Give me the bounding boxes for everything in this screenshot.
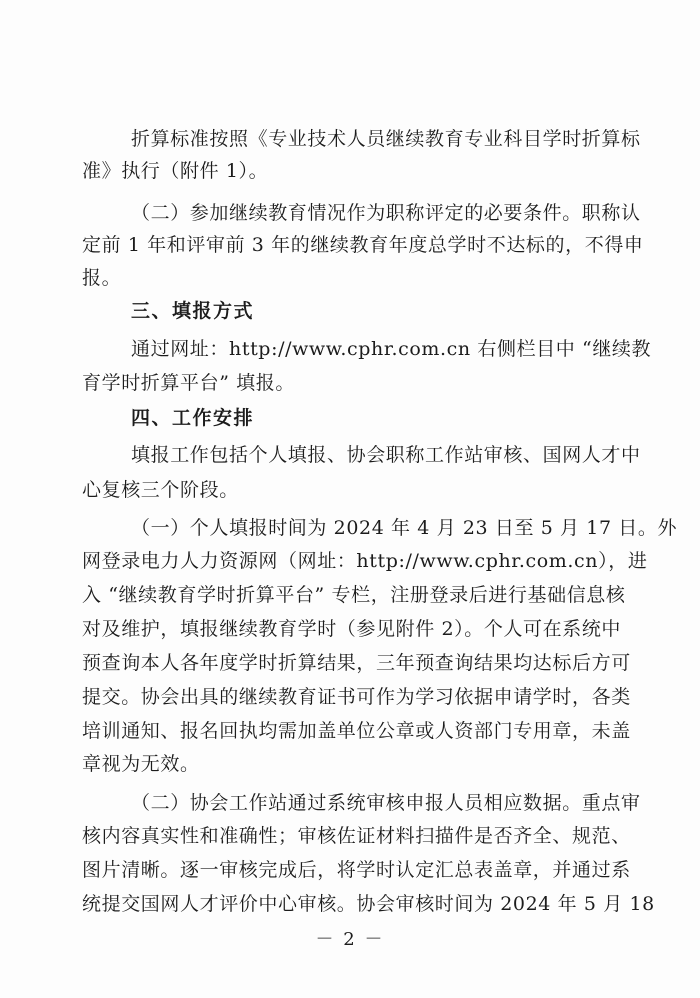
text-line: 定前 1 年和评审前 3 年的继续教育年度总学时不达标的，不得申 (82, 234, 644, 256)
text-line: 通过网址：http://www.cphr.com.cn 右侧栏目中 “继续教 (131, 338, 652, 360)
text-line: 预查询本人各年度学时折算结果，三年预查询结果均达标后方可 (82, 652, 631, 674)
text-line: （二）协会工作站通过系统审核申报人员相应数据。重点审 (131, 792, 641, 814)
text-line: 育学时折算平台” 填报。 (82, 372, 295, 394)
text-line: 统提交国网人才评价中心审核。协会审核时间为 2024 年 5 月 18 (82, 893, 655, 915)
text-line: 入 “继续教育学时折算平台” 专栏，注册登录后进行基础信息核 (82, 584, 626, 606)
text-line: 网登录电力人力资源网（网址：http://www.cphr.com.cn），进 (82, 550, 648, 572)
text-line: （二）参加继续教育情况作为职称评定的必要条件。职称认 (131, 202, 641, 224)
text-line: 提交。协会出具的继续教育证书可作为学习依据申请学时，各类 (82, 686, 631, 708)
text-line: 填报工作包括个人填报、协会职称工作站审核、国网人才中 (131, 444, 641, 466)
text-line: 对及维护，填报继续教育学时（参见附件 2）。个人可在系统中 (82, 618, 622, 640)
text-line: 心复核三个阶段。 (82, 479, 239, 501)
section-heading-3: 三、填报方式 (131, 300, 255, 322)
section-heading-4: 四、工作安排 (131, 407, 255, 429)
text-line: 折算标准按照《专业技术人员继续教育专业科目学时折算标 (131, 128, 641, 150)
text-line: 准》执行（附件 1）。 (82, 160, 269, 182)
text-line: 核内容真实性和准确性；审核佐证材料扫描件是否齐全、规范、 (82, 825, 631, 847)
text-line: 报。 (82, 267, 122, 289)
text-line: 章视为无效。 (82, 753, 200, 775)
page-number: － 2 － (315, 929, 385, 950)
text-line: （一）个人填报时间为 2024 年 4 月 23 日至 5 月 17 日。外 (131, 517, 678, 539)
text-line: 图片清晰。逐一审核完成后，将学时认定汇总表盖章，并通过系 (82, 859, 631, 881)
text-line: 培训通知、报名回执均需加盖单位公章或人资部门专用章，未盖 (82, 720, 631, 742)
